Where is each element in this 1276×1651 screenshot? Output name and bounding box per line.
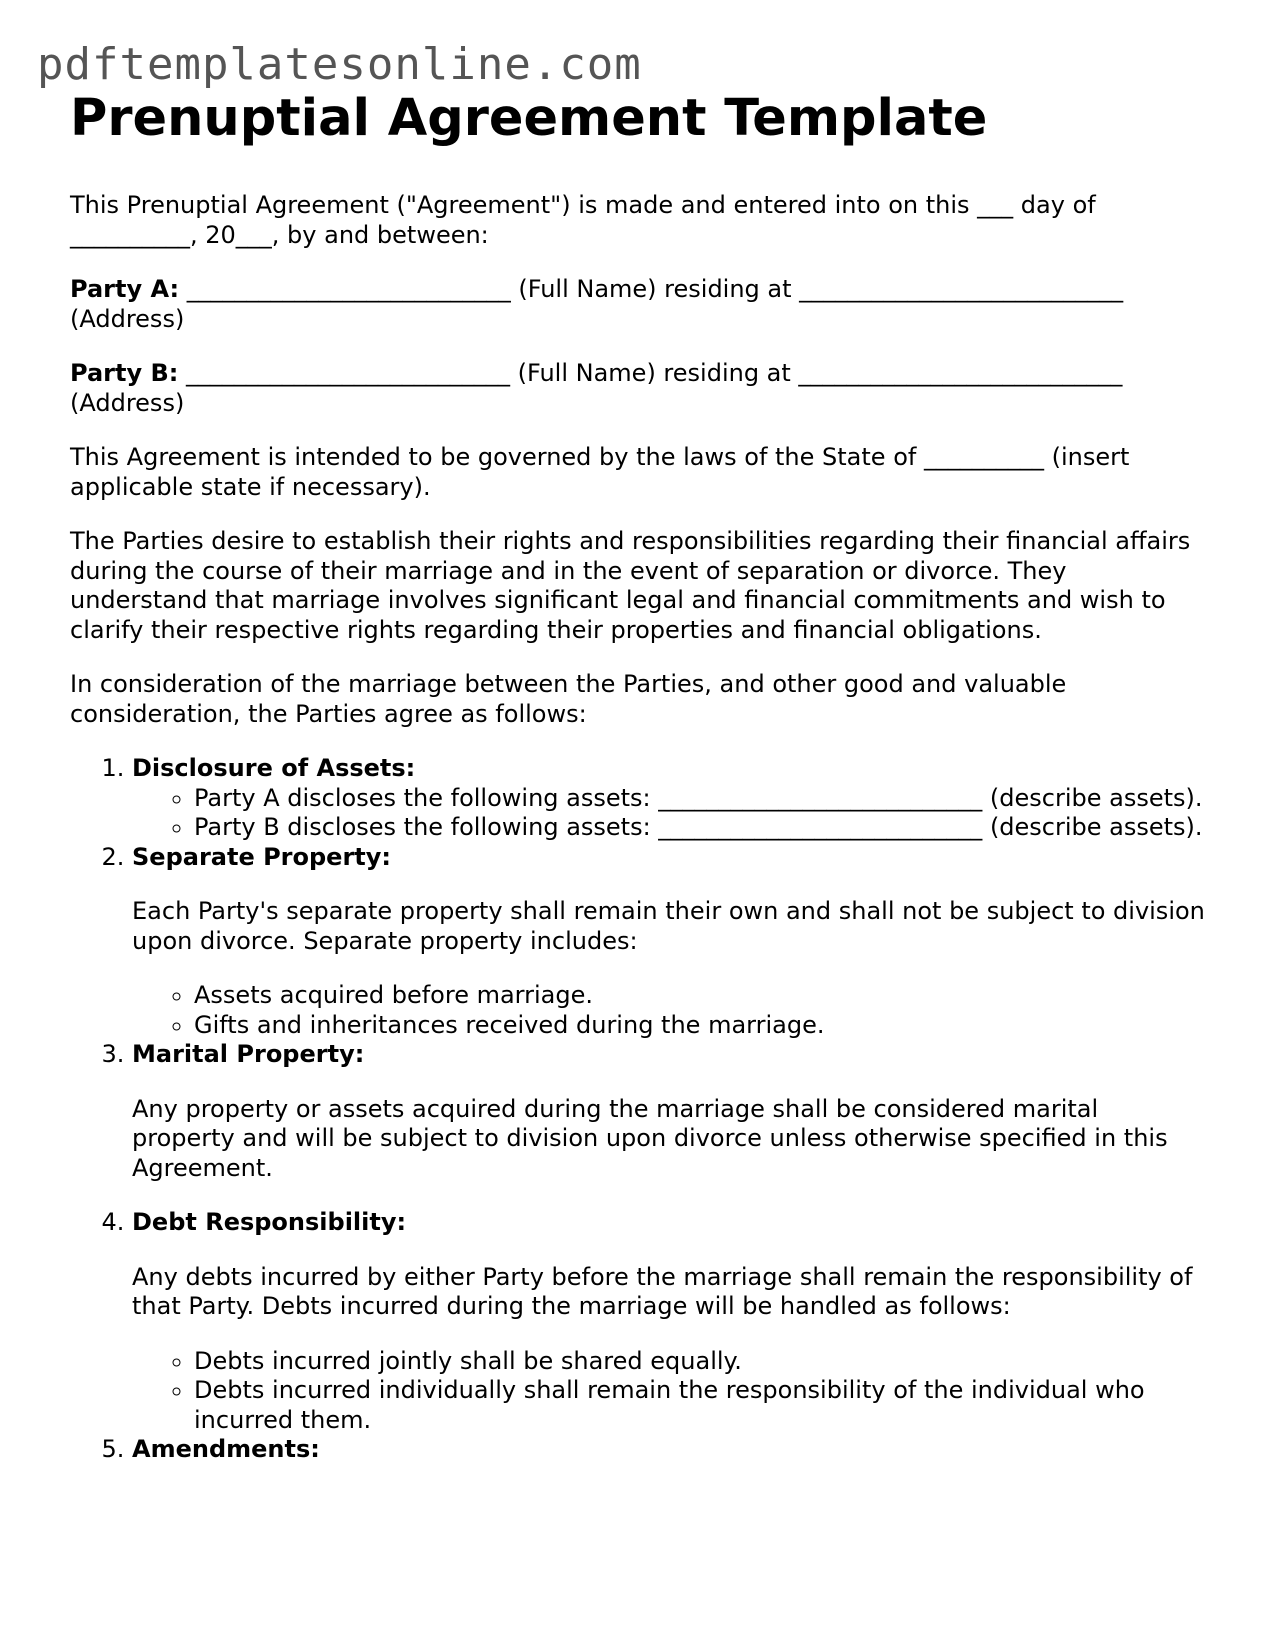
list-item: ◦ Party A discloses the following assets: ___________________________ (describe assets). [194,784,1205,814]
section-debt-responsibility [132,1208,1205,1435]
list-item: ◦ Assets acquired before marriage. [194,981,1205,1011]
section-heading: Amendments: [132,1435,320,1463]
agreement-sections [70,754,1205,1465]
disclosure-list [132,784,1205,843]
party-a-line [70,275,1205,334]
party-a-details: ___________________________ (Full Name) residing at ___________________________ (Address) [70,275,1124,333]
party-b-label: Party B: [70,359,179,387]
list-item: ◦ Party B discloses the following assets: ___________________________ (describe assets). [194,813,1205,843]
governing-law-paragraph: This Agreement is intended to be governed by the laws of the State of __________ (insert applicable state if necessary). [70,443,1130,501]
section-heading: Debt Responsibility: [132,1208,407,1236]
list-item: ◦ Debts incurred jointly shall be shared equally. [194,1347,1205,1377]
list-item: ◦ Debts incurred individually shall remain the responsibility of the individual who incurred them. [194,1376,1205,1435]
section-heading: Disclosure of Assets: [132,754,416,782]
document-page [70,86,1205,1465]
section-heading: Marital Property: [132,1040,365,1068]
section-amendments [132,1435,1205,1465]
section-disclosure-of-assets [132,754,1205,843]
party-b-details: ___________________________ (Full Name) residing at ___________________________ (Address) [70,359,1123,417]
section-separate-property [132,843,1205,1041]
section-body: Any debts incurred by either Party before the marriage shall remain the responsibility of that Party. Debts incurred during the marriage will be handled as follows: [132,1262,1193,1320]
section-body: Each Party's separate property shall remain their own and shall not be subject to division upon divorce. Separate property includes: [132,897,1205,955]
section-body: Any property or assets acquired during the marriage shall be considered marital property and will be subject to division upon divorce unless otherwise specified in this Agreement. [132,1094,1168,1182]
purpose-paragraph: The Parties desire to establish their rights and responsibilities regarding their financial affairs during the course of their marriage and in the event of separation or divorce. They understand that marriage involves significant legal and financial commitments and wish to clarify their respective rights regarding their properties and financial obligations. [70,527,1191,644]
document-title: Prenuptial Agreement Template [70,89,988,148]
section-heading: Separate Property: [132,842,391,871]
site-watermark: pdftemplatesonline.com [37,39,642,90]
list-item: ◦ Gifts and inheritances received during the marriage. [194,1011,1205,1041]
separate-property-list [132,981,1205,1040]
party-a-label: Party A: [70,275,180,303]
debt-list [132,1347,1205,1436]
intro-paragraph: This Prenuptial Agreement ("Agreement") is made and entered into on this ___ day of __________, 20___, by and between: [70,191,1096,249]
party-b-line [70,359,1205,418]
section-marital-property [132,1040,1205,1183]
consideration-paragraph: In consideration of the marriage between the Parties, and other good and valuable consideration, the Parties agree as follows: [70,670,1067,728]
